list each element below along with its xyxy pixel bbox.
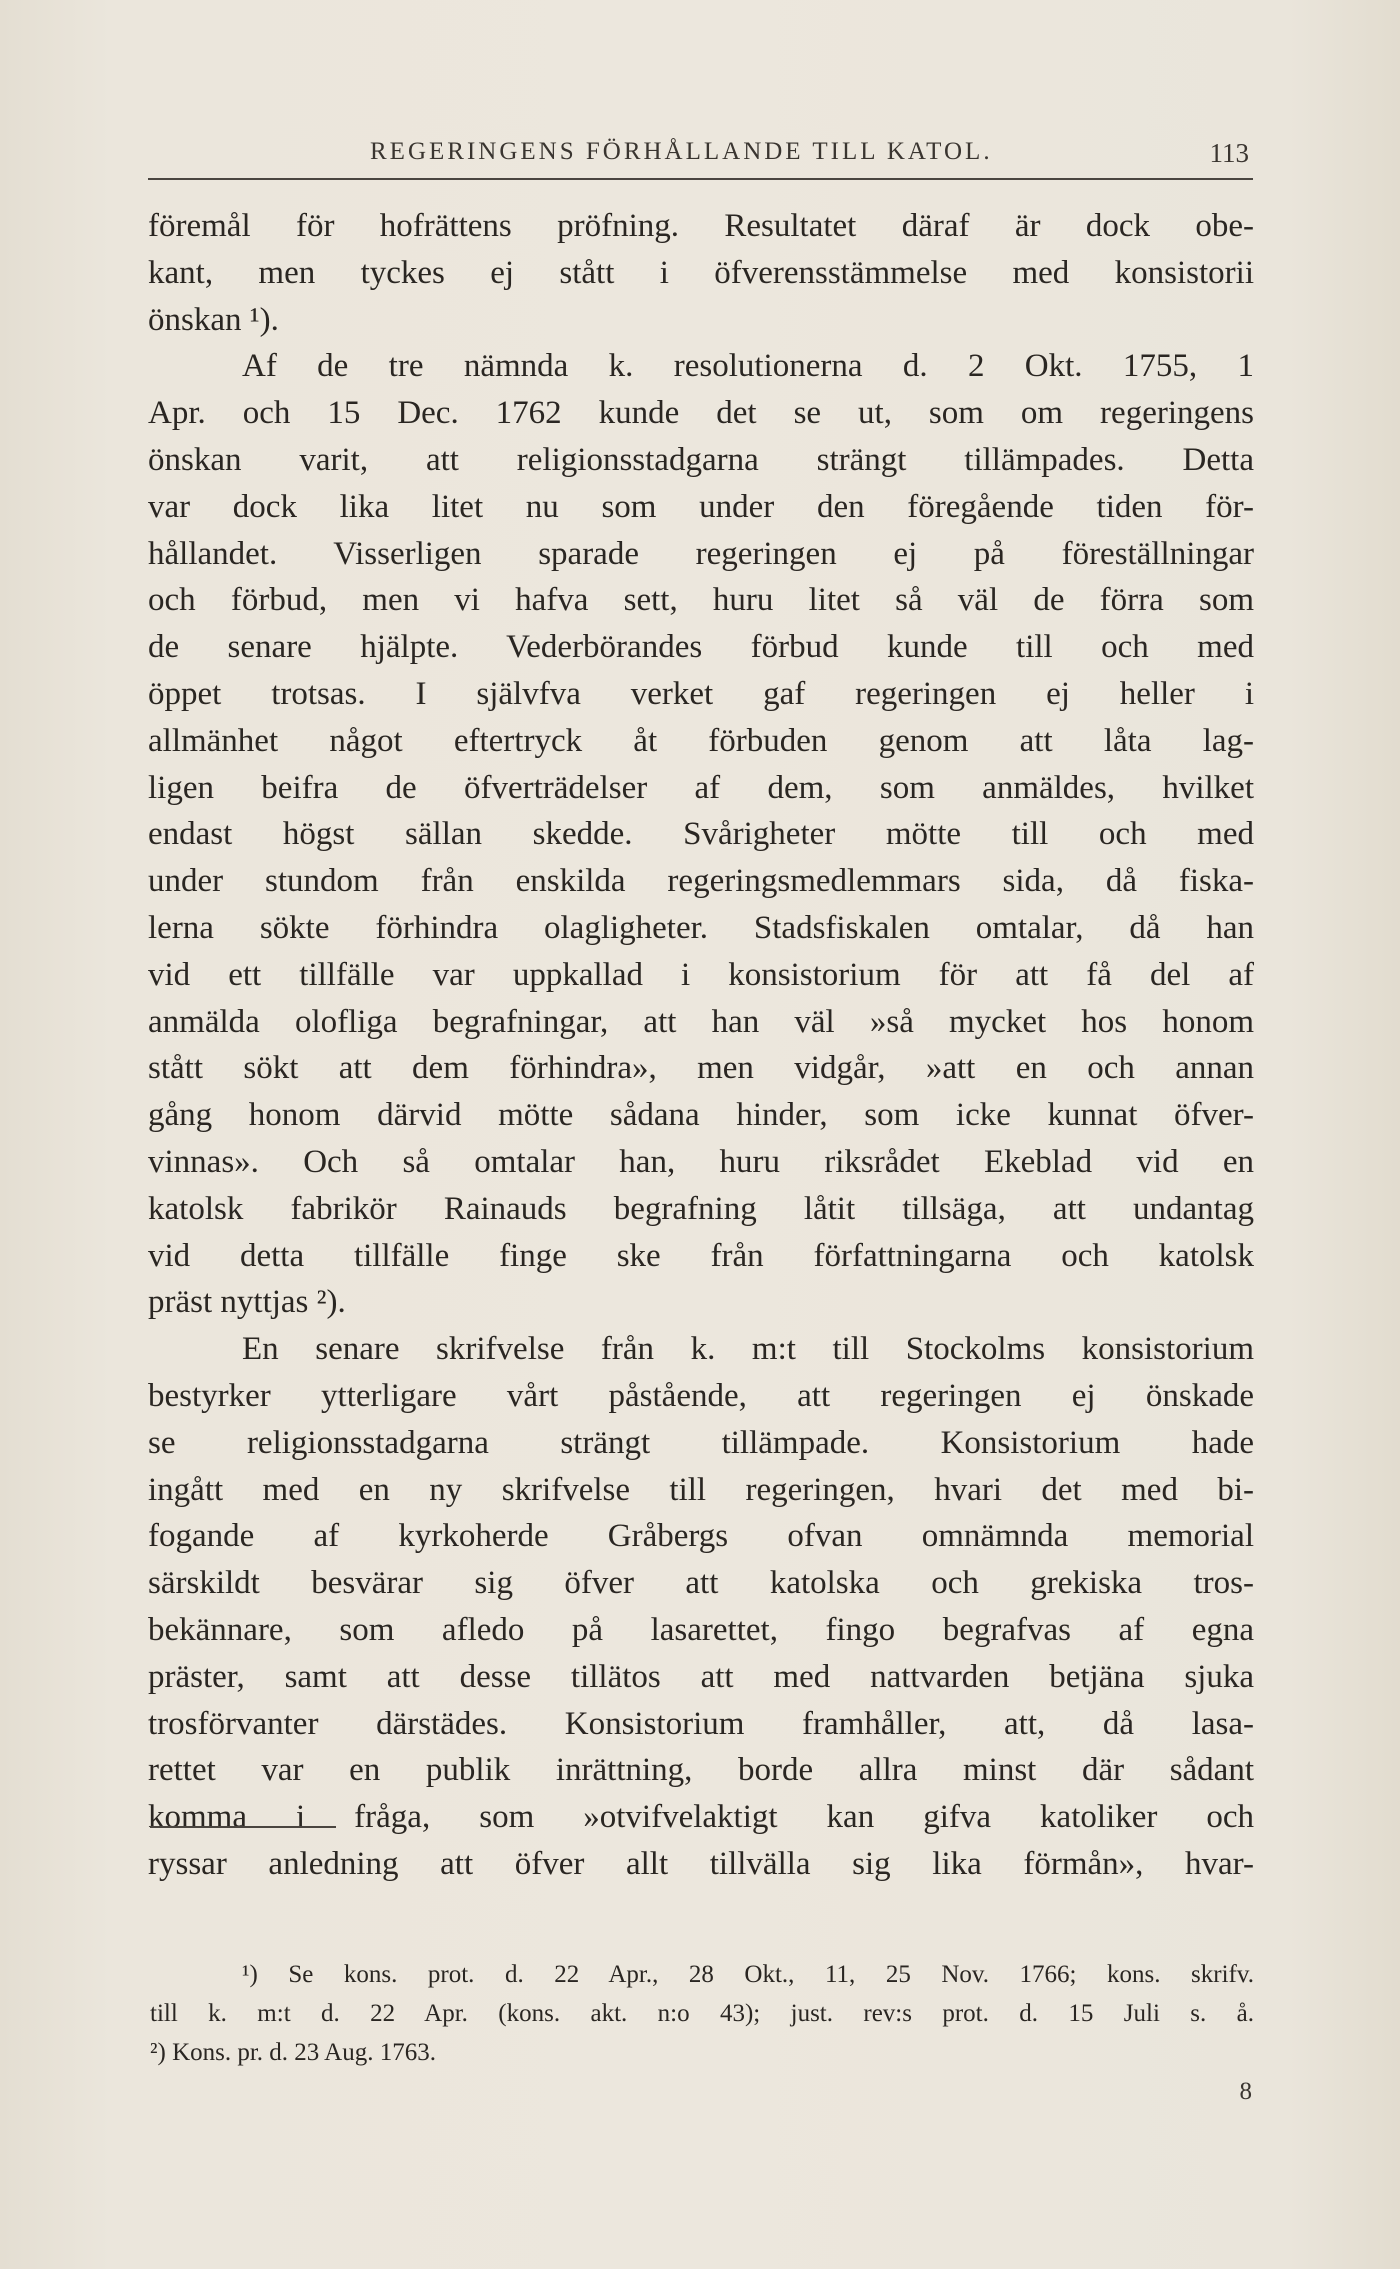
- text-line: och förbud, men vi hafva sett, huru litet så väl de förra som: [148, 582, 1254, 619]
- text-line: föremål för hofrättens pröfning. Resultatet däraf är dock obe-: [148, 208, 1254, 244]
- text-line: präster, samt att desse tillätos att med nattvarden betjäna sjuka: [148, 1658, 1254, 1695]
- text-line: allmänhet något eftertryck åt förbuden genom att låta lag-: [148, 722, 1254, 759]
- text-line: hållandet. Visserligen sparade regeringen ej på föreställningar: [148, 535, 1254, 572]
- text-line: gång honom därvid mötte sådana hinder, som icke kunnat öfver-: [148, 1097, 1254, 1134]
- text-line: bestyrker ytterligare vårt påstående, att regeringen ej önskade: [148, 1377, 1254, 1414]
- text-line: bekännare, som afledo på lasarettet, fingo begrafvas af egna: [148, 1611, 1254, 1648]
- footnote-line: ²) Kons. pr. d. 23 Aug. 1763.: [150, 2039, 436, 2066]
- text-line: vinnas». Och så omtalar han, huru riksrådet Ekeblad vid en: [148, 1143, 1254, 1180]
- text-line: de senare hjälpte. Vederbörandes förbud kunde till och med: [148, 629, 1254, 666]
- text-line: särskildt besvärar sig öfver att katolska och grekiska tros-: [148, 1565, 1254, 1602]
- text-line: vid detta tillfälle finge ske från författningarna och katolsk: [148, 1237, 1254, 1274]
- text-line: ligen beifra de öfverträdelser af dem, som anmäldes, hvilket: [148, 769, 1254, 806]
- text-line: Apr. och 15 Dec. 1762 kunde det se ut, som om regeringens: [148, 395, 1254, 432]
- footnote-line: ¹) Se kons. prot. d. 22 Apr., 28 Okt., 11, 25 Nov. 1766; kons. skrifv.: [242, 1961, 1254, 1988]
- footnote-rule: [150, 1826, 336, 1828]
- running-head: REGERINGENS FÖRHÅLLANDE TILL KATOL.: [370, 138, 993, 165]
- text-line: var dock lika litet nu som under den föregående tiden för-: [148, 488, 1254, 525]
- body-text: [148, 203, 1254, 1888]
- text-line: Af de tre nämnda k. resolutionerna d. 2 Okt. 1755, 1: [242, 348, 1254, 385]
- text-line: präst nyttjas ²).: [148, 1284, 346, 1321]
- text-line: En senare skrifvelse från k. m:t till Stockolms konsistorium: [242, 1331, 1254, 1368]
- footnote-line: till k. m:t d. 22 Apr. (kons. akt. n:o 43); just. rev:s prot. d. 15 Juli s. å.: [150, 2000, 1254, 2027]
- text-line: ingått med en ny skrifvelse till regeringen, hvari det med bi-: [148, 1471, 1254, 1508]
- footnotes: [150, 1955, 1254, 2072]
- text-line: rettet var en publik inrättning, borde allra minst där sådant: [148, 1752, 1254, 1789]
- text-line: fogande af kyrkoherde Gråbergs ofvan omnämnda memorial: [148, 1518, 1254, 1555]
- signature-mark: 8: [1239, 2078, 1252, 2105]
- text-line: under stundom från enskilda regeringsmedlemmars sida, då fiska-: [148, 863, 1254, 900]
- text-line: vid ett tillfälle var uppkallad i konsistorium för att få del af: [148, 956, 1254, 993]
- text-line: trosförvanter därstädes. Konsistorium framhåller, att, då lasa-: [148, 1705, 1254, 1742]
- text-line: katolsk fabrikör Rainauds begrafning låtit tillsäga, att undantag: [148, 1190, 1254, 1227]
- text-line: kant, men tyckes ej stått i öfverensstämmelse med konsistorii: [148, 254, 1254, 291]
- text-line: komma i fråga, som »otvifvelaktigt kan gifva katoliker och: [148, 1799, 1254, 1836]
- page-number: 113: [1209, 138, 1249, 168]
- text-line: se religionsstadgarna strängt tillämpade. Konsistorium hade: [148, 1424, 1254, 1461]
- text-line: ryssar anledning att öfver allt tillvälla sig lika förmån», hvar-: [148, 1845, 1254, 1882]
- text-line: endast högst sällan skedde. Svårigheter mötte till och med: [148, 816, 1254, 853]
- text-line: lerna sökte förhindra olagligheter. Stadsfiskalen omtalar, då han: [148, 909, 1254, 946]
- page-header: [148, 138, 1253, 180]
- text-line: önskan varit, att religionsstadgarna strängt tillämpades. Detta: [148, 441, 1254, 478]
- text-line: anmälda olofliga begrafningar, att han väl »så mycket hos honom: [148, 1003, 1254, 1040]
- text-line: öppet trotsas. I självfva verket gaf regeringen ej heller i: [148, 675, 1254, 712]
- text-line: önskan ¹).: [148, 301, 279, 338]
- text-line: stått sökt att dem förhindra», men vidgår, »att en och annan: [148, 1050, 1254, 1087]
